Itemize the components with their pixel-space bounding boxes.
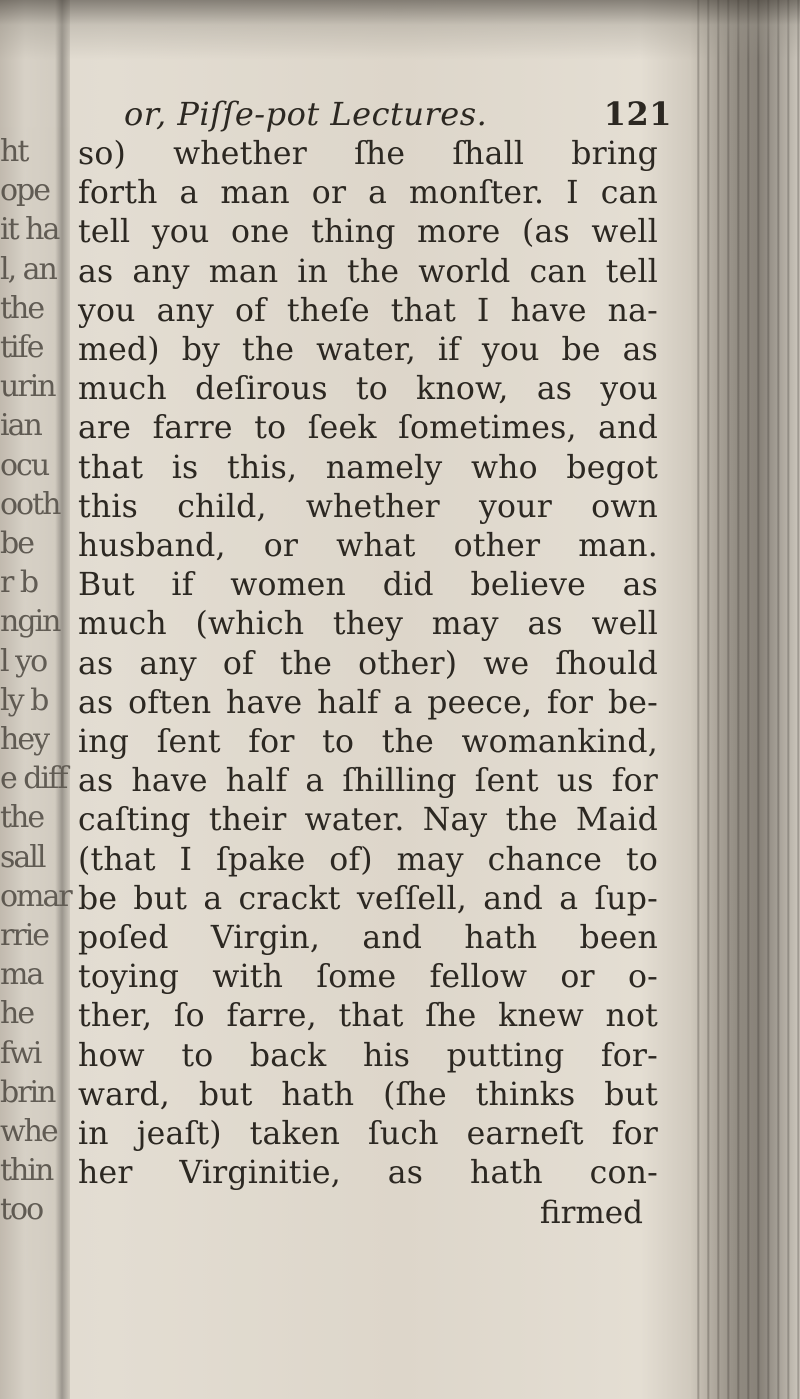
text-line: toying with ſome fellow or o-: [78, 959, 658, 996]
facing-page-fragment: whe: [0, 1114, 57, 1149]
text-line: as often have half a peece, for be-: [78, 684, 658, 721]
facing-page-fragment: r b: [0, 565, 38, 601]
running-header: [124, 95, 678, 133]
facing-page-fragment: hey: [0, 722, 49, 757]
text-line: in jeaſt) taken ſuch earneſt for: [78, 1116, 658, 1153]
text-line: that is this, namely who begot: [78, 449, 658, 486]
page-number: 121: [603, 95, 672, 133]
text-line: But if women did believe as: [78, 567, 658, 604]
text-line: as any man in the world can tell: [78, 253, 658, 290]
facing-page-fragment: thin: [0, 1153, 53, 1189]
top-shadow: [0, 0, 800, 60]
facing-page-fragment: brin: [0, 1074, 55, 1110]
facing-page-fragment: ocu: [0, 447, 49, 483]
facing-page-gutter: [0, 0, 70, 1399]
facing-page-fragment: he: [0, 996, 34, 1032]
facing-page-fragment: rrie: [0, 918, 49, 953]
text-line: tell you one thing more (as well: [78, 214, 658, 251]
facing-page-fragment: omar: [0, 878, 71, 914]
text-line: forth a man or a monſter. I can: [78, 175, 658, 212]
facing-page-fragment: ope: [0, 173, 50, 209]
page-body: [78, 95, 678, 1231]
text-line: are farre to ſeek ſometimes, and: [78, 410, 658, 447]
text-line: this child, whether your own: [78, 488, 658, 525]
facing-page-fragment: it ha: [0, 212, 59, 248]
text-line: med) by the water, if you be as: [78, 332, 658, 369]
facing-page-fragment: urin: [0, 369, 55, 405]
facing-page-fragment: l yo: [0, 643, 47, 679]
text-line: how to back his putting for-: [78, 1037, 658, 1074]
facing-page-fragment: ooth: [0, 486, 60, 522]
text-line: as any of the other) we ſhould: [78, 645, 658, 682]
text-line: ward, but hath (ſhe thinks but: [78, 1076, 658, 1113]
facing-page-fragment: e diff: [0, 761, 67, 797]
facing-page-fragment: ian: [0, 408, 41, 444]
facing-page-fragment: l, an: [0, 251, 56, 287]
page-edges: [690, 0, 800, 1399]
text-line: as have half a ſhilling ſent us for: [78, 763, 658, 800]
text-line: be but a crackt veſſell, and a ſup-: [78, 880, 658, 917]
running-head-title: or, Piſſe-pot Lectures.: [124, 95, 488, 133]
text-line: poſed Virgin, and hath been: [78, 920, 658, 957]
text-line: her Virginitie, as hath con-: [78, 1155, 658, 1192]
text-line: caſting their water. Nay the Maid: [78, 802, 658, 839]
text-line: husband, or what other man.: [78, 528, 658, 565]
facing-page-fragment: ma: [0, 957, 43, 993]
text-line: ing ſent for to the womankind,: [78, 724, 658, 761]
facing-page-fragment: the: [0, 290, 44, 326]
facing-page-fragment: the: [0, 800, 44, 836]
catchword: firmed: [539, 1195, 643, 1232]
text-line: (that I ſpake of) may chance to: [78, 841, 658, 878]
facing-page-fragment: sall: [0, 839, 45, 875]
facing-page-fragment: too: [0, 1192, 43, 1228]
facing-page-fragment: ly b: [0, 682, 48, 718]
facing-page-fragment: fwi: [0, 1035, 41, 1071]
text-line: so) whether ſhe ſhall bring: [78, 136, 658, 172]
text-line: much deſirous to know, as you: [78, 371, 658, 408]
facing-page-fragment: ngin: [0, 604, 60, 640]
facing-page-fragment: be: [0, 526, 33, 561]
text-line: ther, ſo farre, that ſhe knew not: [78, 998, 658, 1035]
facing-page-fragment: tife: [0, 330, 43, 365]
text-line: much (which they may as well: [78, 606, 658, 643]
facing-page-fragment: ht: [0, 134, 28, 169]
text-line: you any of theſe that I have na-: [78, 292, 658, 329]
